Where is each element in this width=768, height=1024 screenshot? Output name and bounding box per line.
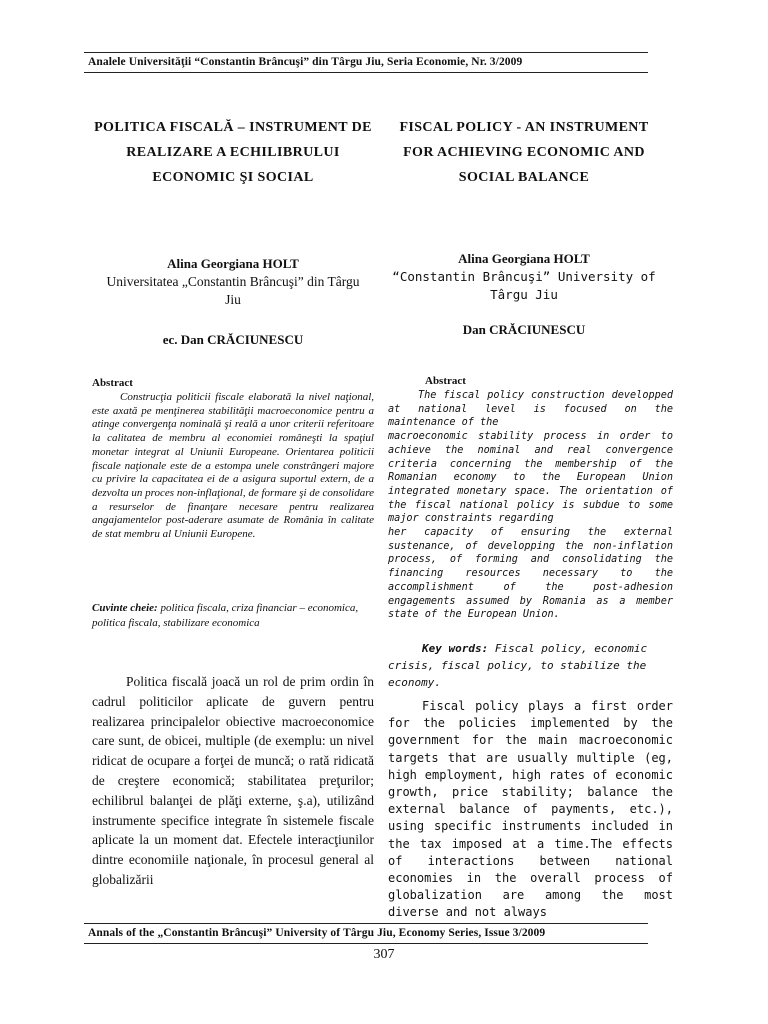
abstract-label-en: Abstract: [425, 375, 466, 387]
keywords-label-en: Key words:: [422, 642, 489, 655]
running-header: Analele Universităţii “Constantin Brâncuşi” din Târgu Jiu, Seria Economie, Nr. 3/2009: [88, 56, 523, 68]
author-en-2: Dan CRĂCIUNESCU: [462, 322, 586, 337]
abstract-text-ro: Construcţia politicii fiscale elaborată la nivel naţional, este axată pe menţinerea stabilităţii macroeconomice pentru a atinge convergenţa nominală şi reală a unor criterii referitoare la calitatea de membru al economiei româneşti la spaţiul monetar integrat al Uniunii Europeane. Orientarea politicii fiscale naţionale este de a estompa unele constrângeri majore cu privire la capacitatea ei de a asigura suportul extern, de a dezvolta un proces non-inflaţional, de formare şi de consolidare a resurselor de finanţare necesare pentru realizarea angajamentelor post-aderare asumate de România în calitate de stat membru al Uniunii Europene.: [92, 391, 374, 541]
author-ro-2: ec. Dan CRĂCIUNESCU: [162, 332, 304, 347]
keywords-text-en: Fiscal policy, economic crisis, fiscal policy, to stabilize the economy.: [388, 642, 648, 689]
abstract-en-p1: The fiscal policy construction developped at national level is focused on the maintenance of the: [388, 390, 673, 429]
header-rule-bottom: [84, 72, 648, 73]
body-en: [388, 698, 673, 922]
author-ro-1: Alina Georgiana HOLT: [167, 256, 299, 271]
body-text-en: Fiscal policy plays a first order for the policies implemented by the government for the main macroeconomic targets that are usually multiple (eg, high employment, high rates of economic growth, price stability; balance the external balance of payments, etc.), using specific instruments included in the tax imposed at a time.The effects of interactions between national economies in the overall process of globalization are among the most diverse and not always: [388, 699, 673, 920]
abstract-en-p2: macroeconomic stability process in order to achieve the nominal and real convergence criteria concerning the membership of the Romanian economy to the European Union integrated monetary space. The orientation of the fiscal national policy is subdue to some major constraints regarding: [388, 431, 673, 525]
body-ro: [92, 672, 374, 890]
affiliation-ro: Universitatea „Constantin Brâncuşi” din Târgu Jiu: [106, 274, 360, 307]
body-text-ro: Politica fiscală joacă un rol de prim ordin în cadrul politicilor aplicate de guvern pentru realizarea principalelor obiective macroeconomice care sunt, de obicei, multiple (de exemplu: un nivel ridicat de ocupare a forţei de muncă; o rată ridicată de creştere economică; stabilitatea preţurilor; echilibrul balanţei de plăţi externe, ş.a), utilizând instrumente specifice integrate în sistemele fiscale aplicate la un moment dat. Efectele interacţiunilor dintre economiile naţionale, în procesul general al globalizării: [92, 674, 374, 887]
title-ro: POLITICA FISCALĂ – INSTRUMENT DE REALIZARE A ECHILIBRULUI ECONOMIC ŞI SOCIAL: [94, 120, 372, 185]
abstract-ro: [92, 391, 374, 542]
author-en-1: Alina Georgiana HOLT: [458, 251, 590, 266]
running-footer: Annals of the „Constantin Brâncuşi” University of Târgu Jiu, Economy Series, Issue 3/2009: [88, 927, 546, 939]
keywords-text-ro: politica fiscala, criza financiar – economica, politica fiscala, stabilizare economica: [92, 602, 359, 629]
header-rule-top: [84, 52, 648, 53]
abstract-en-p3: her capacity of ensuring the external sustenance, of developping the non-inflation process, of forming and consolidating the financing resources necessary to the accomplishment of the post-adhesion engagements assumed by Romania as a member state of the European Union.: [388, 527, 673, 621]
affiliation-en: “Constantin Brâncuşi” University of Târgu Jiu: [392, 269, 656, 302]
footer-rule-top: [84, 923, 648, 924]
footer-rule-bottom: [84, 943, 648, 944]
page-number: 307: [373, 947, 395, 962]
keywords-en: [388, 640, 673, 691]
abstract-label-ro: Abstract: [92, 377, 133, 389]
title-en: FISCAL POLICY - AN INSTRUMENT FOR ACHIEVING ECONOMIC AND SOCIAL BALANCE: [399, 120, 649, 185]
keywords-ro: [92, 601, 374, 631]
keywords-label-ro: Cuvinte cheie:: [92, 602, 158, 614]
abstract-en: [388, 389, 673, 622]
